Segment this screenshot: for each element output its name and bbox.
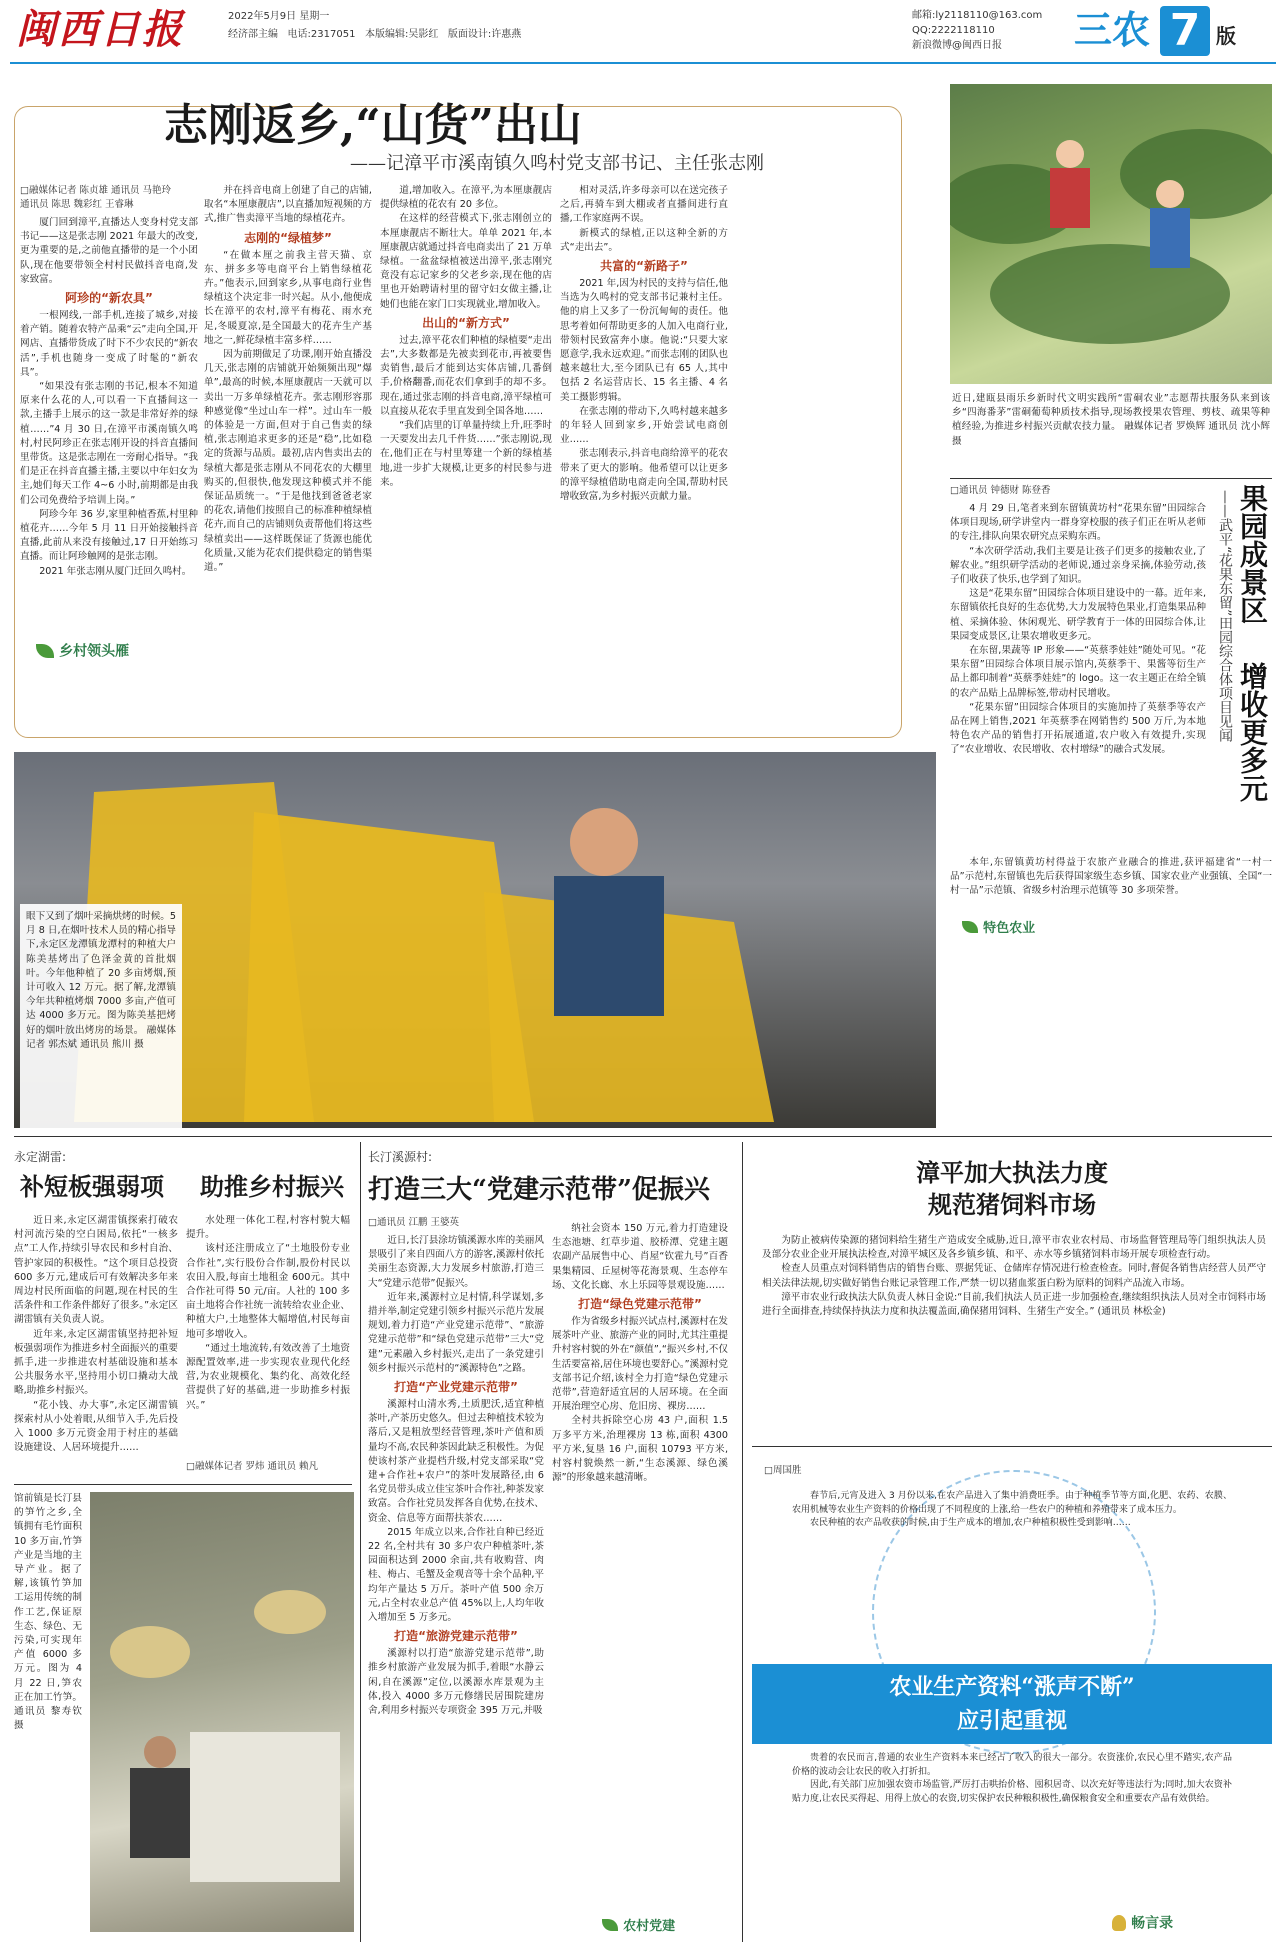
paragraph: 贵着的农民而言,普通的农业生产资料本来已经占了收入的很大一部分。农资涨价,农民心里不踏实,农产品价格的波动会让农民的收入打折扣。 [792, 1753, 1232, 1777]
paragraph: 这是“花果东留”田园综合体项目建设中的一幕。近年来,东留镇依托良好的生态优势,大力发展特色果业,打造集果品种植、采摘体验、休闲观光、研学教育于一体的田园综合体,让果园变成景区,让果农增收更多元。 [950, 588, 1206, 642]
paragraph: 近年来,溪源村立足村情,科学谋划,多措并举,制定党建引领乡村振兴示范片发展规划,着力打造“产业党建示范带”、“旅游党建示范带”和“绿色党建示范带”三大“党建”元素融入乡村振兴,走出了一条党建引领乡村振兴示范村的“溪源特色”之路。 [368, 1291, 544, 1374]
lead-subhead-4: 共富的“新路子” [600, 259, 688, 274]
feature-title-block [1212, 484, 1272, 864]
page-number-box [1160, 6, 1210, 56]
lead-subhead-2: 志刚的“绿植梦” [244, 230, 332, 245]
lead-tag-text: 乡村领头雁 [59, 643, 130, 660]
feature-subtitle: ——武平“花果东留”田园综合体项目见闻 [1217, 490, 1233, 743]
lead-article [14, 72, 904, 742]
bamboo-illustration [90, 1492, 354, 1932]
plant-icon [1112, 1915, 1126, 1931]
weibo-label: 新浪微博@闽西日报 [912, 40, 1002, 51]
paragraph: 漳平市农业行政执法大队负责人林日金说:“目前,我们执法人员正进一步加强检查,继续组织执法人员对全市饲料市场进行全面排查,持续保持执法力度和执法覆盖面,确保猪用饲料、生猪生产安全。” (通讯员 林松金) [762, 1291, 1266, 1318]
paragraph: 2015 年成立以来,合作社自种已经近 22 名,全村共有 30 多户农户种植茶叶,茶园面积达到 2000 余亩,共有收购营、肉桂、梅占、毛蟹及金观音等十余个品种,平均年产量达 5 万斤。茶叶产值 500 余万元,占全村农业总产值 45%以上,人均年收入增加至 5 万多元。 [368, 1526, 544, 1624]
masthead-rule [10, 62, 1276, 64]
paragraph: 在张志刚的带动下,久鸣村越来越多的年轻人回到家乡,开始尝试电商创业…… [560, 405, 728, 446]
lead-subhead-3: 出山的“新方式” [422, 315, 510, 330]
yongding-byline: □融媒体记者 罗炜 通讯员 赖凡 [186, 1461, 319, 1472]
essay-upper [792, 1490, 1232, 1690]
right-feature [950, 484, 1272, 944]
feature-byline: □通讯员 钟德财 陈登香 [950, 485, 1051, 496]
bamboo-caption: 馆前镇是长汀县的笋竹之乡,全镇拥有毛竹面积 10 多万亩,竹笋产业是当地的主导产业。据了解,该镇竹笋加工运用传统的制作工艺,保证原生态、绿色、无污染,可实现年产值 6000 多万元。图为 4 月 22 日,笋农正在加工竹笋。 通讯员 黎寿钦 摄 [14, 1493, 82, 1732]
masthead [0, 0, 1286, 62]
paragraph: 全村共拆除空心房 43 户,面积 1.5 万多平方米,治理裸房 13 栋,面积 4300 平方米,复垦 16 户,面积 10793 平方米,村容村貌焕然一新,“生态溪源、绿色溪源”的形象越来越清晰。 [552, 1415, 728, 1484]
opinion-essay [752, 1450, 1272, 1946]
issue-date: 2022年5月9日 星期一 [228, 11, 330, 22]
xiyuan-subhead-2: 打造“旅游党建示范带” [394, 1629, 518, 1644]
paragraph: 农民种植的农产品收获的时候,由于生产成本的增加,农户种植积极性受到影响…… [810, 1518, 1131, 1528]
editor-label: 经济部主编 [228, 29, 278, 40]
paragraph: 春节后,元宵及进入 3 月份以来,在农产品进入了集中消费旺季。由于种植季节等方面,化肥、农药、农膜、农用机械等农业生产资料的价格出现了不同程度的上涨,给一些农户的种植和养殖带来了成本压力。 [792, 1491, 1232, 1515]
lead-col-1 [20, 216, 198, 626]
essay-title-line-2: 应引起重视 [956, 1708, 1067, 1734]
yongding-article [14, 1142, 354, 1942]
leaf-icon [962, 921, 978, 933]
feature-body [950, 502, 1206, 854]
divider [360, 1142, 361, 1942]
yongding-col-2 [186, 1214, 350, 1454]
qq-label: QQ:2222118110 [912, 25, 995, 36]
paragraph: “本次研学活动,我们主要是让孩子们更多的接触农业,了解农业。”组织研学活动的老师说,通过亲身采摘,体验劳动,孩子们收获了快乐,也学到了知识。 [950, 545, 1206, 586]
paragraph: 溪源村以打造“旅游党建示范带”,助推乡村旅游产业发展为抓手,着眼“水静云闲,自在溪源”定位,以溪源水库景观为主体,投入 4000 多万元修缮民居围院建房舍,利用乡村振兴专项资金 395 万元,并吸 [368, 1648, 544, 1717]
page-suffix: 版 [1216, 24, 1236, 48]
paragraph: 新模式的绿植,正以这种全新的方式“走出去”。 [560, 227, 728, 253]
leaf-icon [36, 644, 54, 658]
xiyuan-subhead-3: 打造“绿色党建示范带” [578, 1297, 702, 1312]
paragraph: 为防止被病传染源的猪饲料给生猪生产造成安全威胁,近日,漳平市农业农村局、市场监督管理局等门组织执法人员及部分农业企业开展执法检查,对漳平城区及各乡镇乡镇、和平、赤水等乡镇猪饲料市场开展专项检查行动。 [762, 1235, 1266, 1261]
byline-line: 通讯员 陈思 魏彩红 王睿琳 [20, 199, 134, 210]
yongding-title-a: 补短板强弱项 [20, 1172, 164, 1201]
divider [14, 1484, 352, 1485]
paragraph: 纳社会资本 150 万元,着力打造建设生态池塘、红草步道、胶桥潭、党建主题农副产品展售中心、肖屋“钦霍九号”百香果集精园、丘屋树等花海景观、生态停车场、文化长廊、水上乐园等景观设施…… [552, 1223, 728, 1291]
paragraph: 近年来,永定区湖雷镇坚持把补短板强弱项作为推进乡村全面振兴的重要抓手,进一步推进农村基础设施和基本公共服务水平,坚持用小切口撬动大战略,助推乡村振兴。 [14, 1328, 178, 1397]
paragraph: 并在抖音电商上创建了自己的店铺,取名“本厘康靓店”,以直播加短视频的方式,推广售卖漳平当地的绿植花卉。 [204, 185, 372, 225]
paragraph: “我们店里的订单量持续上升,旺季时一天要发出去几千件货……”张志刚说,现在,他们正在与村里筹建一个新的绿植基地,进一步扩大规模,让更多的村民参与进来。 [380, 420, 552, 488]
feature-body-wide [950, 856, 1272, 916]
yongding-col-1 [14, 1214, 178, 1474]
divider [950, 478, 1272, 479]
paragraph: 在这样的经营模式下,张志刚创立的本厘康靓店不断壮大。单单 2021 年,本厘康靓店就通过抖音电商卖出了 21 万单绿植。一盆盆绿植被送出漳平,张志刚究竟没有忘记家乡的父老乡亲,现在他的店里也开始聘请村里的留守妇女做主播,让她们也能在家门口实现就业,增加收入。 [380, 213, 552, 310]
xiyuan-article [368, 1142, 736, 1948]
email-label: 邮箱:ly2118110@163.com [912, 10, 1043, 21]
paragraph: 道,增加收入。在漳平,为本厘康靓店提供绿植的花农有 20 多位。 [380, 185, 552, 211]
paragraph: 近日来,永定区湖雷镇探索打破农村河流污染的空白困局,依托“一核多点”工人作,持续引导农民和乡村自治、管护家园的积极性。“这个项目总投资 600 多万元,建成后可有效解决多年来周边村民所面临的问题,现在村民的生活条件和工作条件都好了很多。”永定区湖雷镇有关负责人说。 [14, 1215, 178, 1326]
xiyuan-byline: □通讯员 江鹏 王婆英 [368, 1217, 460, 1228]
lead-col-3 [380, 184, 552, 674]
feature-title-line-2: 增收更多元 [1236, 662, 1269, 802]
lead-col-4 [560, 184, 728, 674]
lead-byline [20, 184, 196, 212]
vineyard-photo [950, 84, 1272, 384]
leaf-icon [602, 1919, 618, 1931]
paragraph: 作为省级乡村振兴试点村,溪源村在发展茶叶产业、旅游产业的同时,尤其注重提升村容村貌的外在“颜值”,“振兴乡村,不仅生活要富裕,居住环境也要舒心。”溪源村党支部书记介绍,该村全力打造“绿色党建示范带”,营造舒适宜居的人居环境。在全面开展治理空心房、危旧房、裸房…… [552, 1316, 728, 1413]
phone-label: 电话:2317051 [287, 29, 356, 40]
paragraph: 4 月 29 日,笔者来到东留镇黄坊村“花果东留”田园综合体项目现场,研学讲堂内一群身穿校服的孩子们正在听从老师的专注,排队向果农研究点采购东西。 [950, 503, 1206, 543]
feed-article [752, 1142, 1272, 1442]
lead-subtitle: ——记漳平市溪南镇久鸣村党支部书记、主任张志刚 [350, 153, 764, 174]
paragraph: 厦门回到漳平,直播达人变身村党支部书记——这是张志刚 2021 年最大的改变,更为重要的是,之前他直播带的是一个小团队,现在他要带领全村村民做抖音电商,发家致富。 [20, 217, 198, 285]
paragraph: 因此,有关部门应加强农资市场监管,严厉打击哄抬价格、囤积居奇、以次充好等违法行为;同时,加大农资补贴力度,让农民买得起、用得上放心的农资,切实保护农民种粮积极性,确保粮食安全和重要农产品有效供给。 [792, 1780, 1232, 1804]
paragraph: 因为前期做足了功课,刚开始直播没几天,张志刚的店铺就开始频频出现“爆单”,最高的时候,本厘康靓店一天就可以卖出一万多单绿植花卉。张志刚形容那种感觉像“坐过山车一样”。过山车一般的体验是一方面,但对于自己售卖的绿植,张志刚追求更多的还是“稳”,比如稳定的货源与品质。最初,店内售卖出去的绿植大都是张志刚从不同花农的大棚里购买的,但很快,他发现这种模式并不能保证品质统一。“于是他找到爸爸老家的花农,请他们按照自己的标准种植绿植花卉,而自己的店铺则负责帮他们将这些绿植卖出——这样既保证了货源也能优化质量,又能为花农们提供稳定的销售渠道。” [204, 349, 372, 574]
essay-title-line-1: 农业生产资料“涨声不断” [889, 1674, 1135, 1700]
vineyard-illustration [950, 84, 1272, 384]
xiyuan-tag [602, 1914, 675, 1934]
vineyard-caption: 近日,建瓯县雨乐乡新时代文明实践所“雷硐农业”志愿帮扶服务队来到该乡“四海番茅”雷硐葡萄种质技术指导,现场教授果农管理、剪枝、疏果等种植经验,为推进乡村振兴贡献农技力量。 融媒体记者 罗焕辉 通讯员 沈小辉 摄 [952, 393, 1270, 447]
paragraph: 一根网线,一部手机,连接了城乡,对接着产销。随着农特产品乘“云”走向全国,开网店、直播带货成了时下不少农民的“新农活”,手机也随身一变成了时髦的“新农具”。 [20, 310, 198, 378]
divider [14, 1136, 1272, 1137]
paragraph: 相对灵活,许多母亲可以在送完孩子之后,再骑车到大棚或者直播间进行直播,工作家庭两不误。 [560, 185, 728, 225]
essay-title-banner [752, 1664, 1272, 1744]
paragraph: 本年,东留镇黄坊村得益于农旅产业融合的推进,获评福建省“一村一品”示范村,东留镇也先后获得国家级生态乡镇、国家农业产业强镇、全国“一村一品”示范镇、省级乡村治理示范镇等 30 多项荣誉。 [950, 857, 1272, 897]
essay-tag-text: 畅言录 [1131, 1915, 1174, 1932]
xiyuan-col-1 [368, 1234, 544, 1942]
byline-line: □融媒体记者 陈贞雄 通讯员 马艳玲 [20, 185, 172, 196]
paragraph: “通过土地流转,有效改善了土地资源配置效率,进一步实现农业现代化经营,为农业规模化、集约化、高效化经营提供了好的基础,进一步助推乡村振兴。” [186, 1342, 350, 1411]
paragraph: “在做本厘之前我主营天猫、京东、拼多多等电商平台上销售绿植花卉。”他表示,回到家乡,从事电商行业售绿植这个决定非一时兴起。从小,他便成长在漳平的农村,漳平有梅花、雨水充足,冬暖夏凉,是全国最大的花卉生产基地之一,鲜花绿植丰富多样…… [204, 249, 372, 346]
yongding-kicker: 永定湖雷: [14, 1150, 67, 1164]
lead-tag [36, 640, 186, 668]
feature-tag-text: 特色农业 [983, 921, 1036, 936]
paragraph: 溪源村山清水秀,土质肥沃,适宜种植茶叶,产茶历史悠久。但过去种植技术较为落后,又是粗放型经营管理,茶叶产值和质量均不高,农民种茶因此缺乏积极性。为促使该村茶产业提档升级,村党支部采取“党建+合作社+农户”的茶叶发展路径,由 6 名党员带头成立佳宝茶叶合作社,种茶发家致富。合作社党员发挥各自优势,在技术、资金、信息等方面帮扶茶农…… [368, 1399, 544, 1524]
paragraph: 在东留,果蔬等 IP 形象——“英蔡季娃娃”随处可见。“花果东留”田园综合体项目展示馆内,英蔡季干、果酱等衍生产品上都印制着“英蔡季娃娃”的 logo。这一农主题正在给全镇的农产品贴上品牌标签,带动村民增收。 [950, 645, 1206, 699]
essay-lower [792, 1752, 1232, 1902]
feature-tag [962, 916, 1035, 936]
bamboo-photo [90, 1492, 354, 1932]
essay-byline: □周国胜 [764, 1465, 802, 1476]
xiyuan-title: 打造三大“党建示范带”促振兴 [368, 1175, 710, 1205]
lead-col-2 [204, 184, 372, 674]
feature-title-line-1: 果园成景区 [1236, 484, 1269, 624]
paragraph: 2021 年张志刚从厦门迁回久鸣村。 [39, 565, 192, 577]
paragraph: “花果东留”田园综合体项目的实施加持了英蔡季等农产品在网上销售,2021 年英蔡季在网销售约 500 万斤,为本地特色农产品的销售打开拓展通道,农户收入有效提升,实现了“农业增收、农民增收、农村增绿”的融合式发展。 [950, 701, 1206, 756]
xiyuan-subhead-1: 打造“产业党建示范带” [394, 1380, 518, 1395]
paragraph: 检查人员重点对饲料销售店的销售台账、票据凭证、仓储库存情况进行检查检查。同时,督促各销售店经营人员严守相关法律法规,切实做好销售台账记录管理工作,严禁一切以猪血浆蛋白粉为原料的饲料产品流入市场。 [762, 1263, 1266, 1289]
paragraph: 2021 年,因为村民的支持与信任,他当选为久鸣村的党支部书记兼村主任。他的肩上又多了一份沉甸甸的责任。他思考着如何帮助更多的人加入电商行业,带领村民致富奔小康。他说:“只要大家愿意学,我永远欢迎。”而张志刚的团队也越来越壮大,至今团队已有 65 人,其中包括 2 名运营店长、15 名主播、4 名美工摄影剪辑。 [560, 278, 728, 403]
tobacco-caption: 眼下又到了烟叶采摘烘烤的时候。5 月 8 日,在烟叶技术人员的精心指导下,永定区龙潭镇龙潭村的种植大户陈美基烤出了色泽金黄的首批烟叶。今年他种植了 20 多亩烤烟,预计可收入 12 万元。据了解,龙潭镇今年共种植烤烟 7000 多亩,产值可达 4000 多万元。图为陈美基把烤好的烟叶放出烤房的场景。 融媒体记者 郭杰斌 通讯员 熊川 摄 [20, 904, 182, 1136]
paragraph: 阿珍今年 36 岁,家里种植香蕉,村里种植花卉……今年 5 月 11 日开始接触抖音直播,此前从来没有接触过,17 日开始练习直播。而让阿珍触网的是张志刚。 [20, 508, 198, 563]
xiyuan-col-2 [552, 1222, 728, 1902]
xiyuan-tag-text: 农村党建 [623, 1919, 676, 1934]
paragraph: 近日,长汀县涂坊镇溪源水库的美丽风景吸引了来自四面八方的游客,溪源村依托美丽生态资源,大力发展乡村旅游,打造三大“党建示范带”促振兴。 [368, 1235, 544, 1289]
essay-tag [1112, 1912, 1173, 1933]
page-number: 7 [1169, 5, 1201, 56]
paragraph: 过去,漳平花农们种植的绿植要“走出去”,大多数都是先被卖到花市,再被要售卖销售,最后才能到达实体店铺,几番倒手,价格翻番,而花农们拿到手的却不多。现在,通过张志刚的抖音电商,漳平绿植可以直接从花农手里直发到全国各地…… [380, 334, 552, 417]
paragraph: 水处理一体化工程,村容村貌大幅提升。 [186, 1215, 350, 1241]
designer-label: 版面设计:许惠燕 [447, 29, 522, 40]
paragraph: “花小钱、办大事”,永定区湖雷镇探索村从小处着眼,从细节入手,先后投入 1000 多万元资金用于村庄的基础设施建设、人居环境提升…… [14, 1399, 178, 1454]
duty-editor-label: 本版编辑:吴影红 [365, 29, 439, 40]
feed-title-line-2: 规范猪饲料市场 [928, 1190, 1096, 1219]
feed-title-line-1: 漳平加大执法力度 [916, 1158, 1108, 1187]
divider [752, 1446, 1272, 1447]
feed-body [762, 1234, 1266, 1434]
paragraph: 张志刚表示,抖音电商给漳平的花农带来了更大的影响。他希望可以让更多的漳平绿植借助电商走向全国,帮助村民增收致富,为乡村振兴贡献力量。 [560, 448, 728, 503]
yongding-title-b: 助推乡村振兴 [200, 1172, 344, 1201]
lead-title: 志刚返乡,“山货”出山 [164, 100, 582, 151]
xiyuan-kicker: 长汀溪源村: [368, 1150, 433, 1164]
paragraph: “如果没有张志刚的书记,根本不知道原来什么花的人,可以看一下直播间这一款,主播手上展示的这一款是非常好养的绿植……”4 月 30 日,在漳平市溪南镇久鸣村,村民阿珍正在张志刚开设的抖音直播间里带货。这是张志刚在一旁耐心指导。“我们是正在抖音直播主播,主要以中年妇女为主,她们每天工作 4~6 小时,前期都是由我们公司免费给予培训上岗。” [20, 381, 198, 506]
section-name: 三农 [1074, 8, 1151, 52]
lead-subhead-1: 阿珍的“新农具” [65, 291, 153, 306]
divider [742, 1142, 743, 1942]
paragraph: 该村还注册成立了“土地股份专业合作社”,实行股份合作制,股份村民以农田入股,每亩土地租金 600元。其中合作社可得 50 元/亩。人社的 100 多亩土地将合作社统一流转给农业企业、种植大户,土地整体大幅增值,村民每亩地可多增收入。 [186, 1243, 350, 1340]
logo-text: 闽西日报 [16, 6, 184, 53]
newspaper-logo [14, 6, 214, 54]
